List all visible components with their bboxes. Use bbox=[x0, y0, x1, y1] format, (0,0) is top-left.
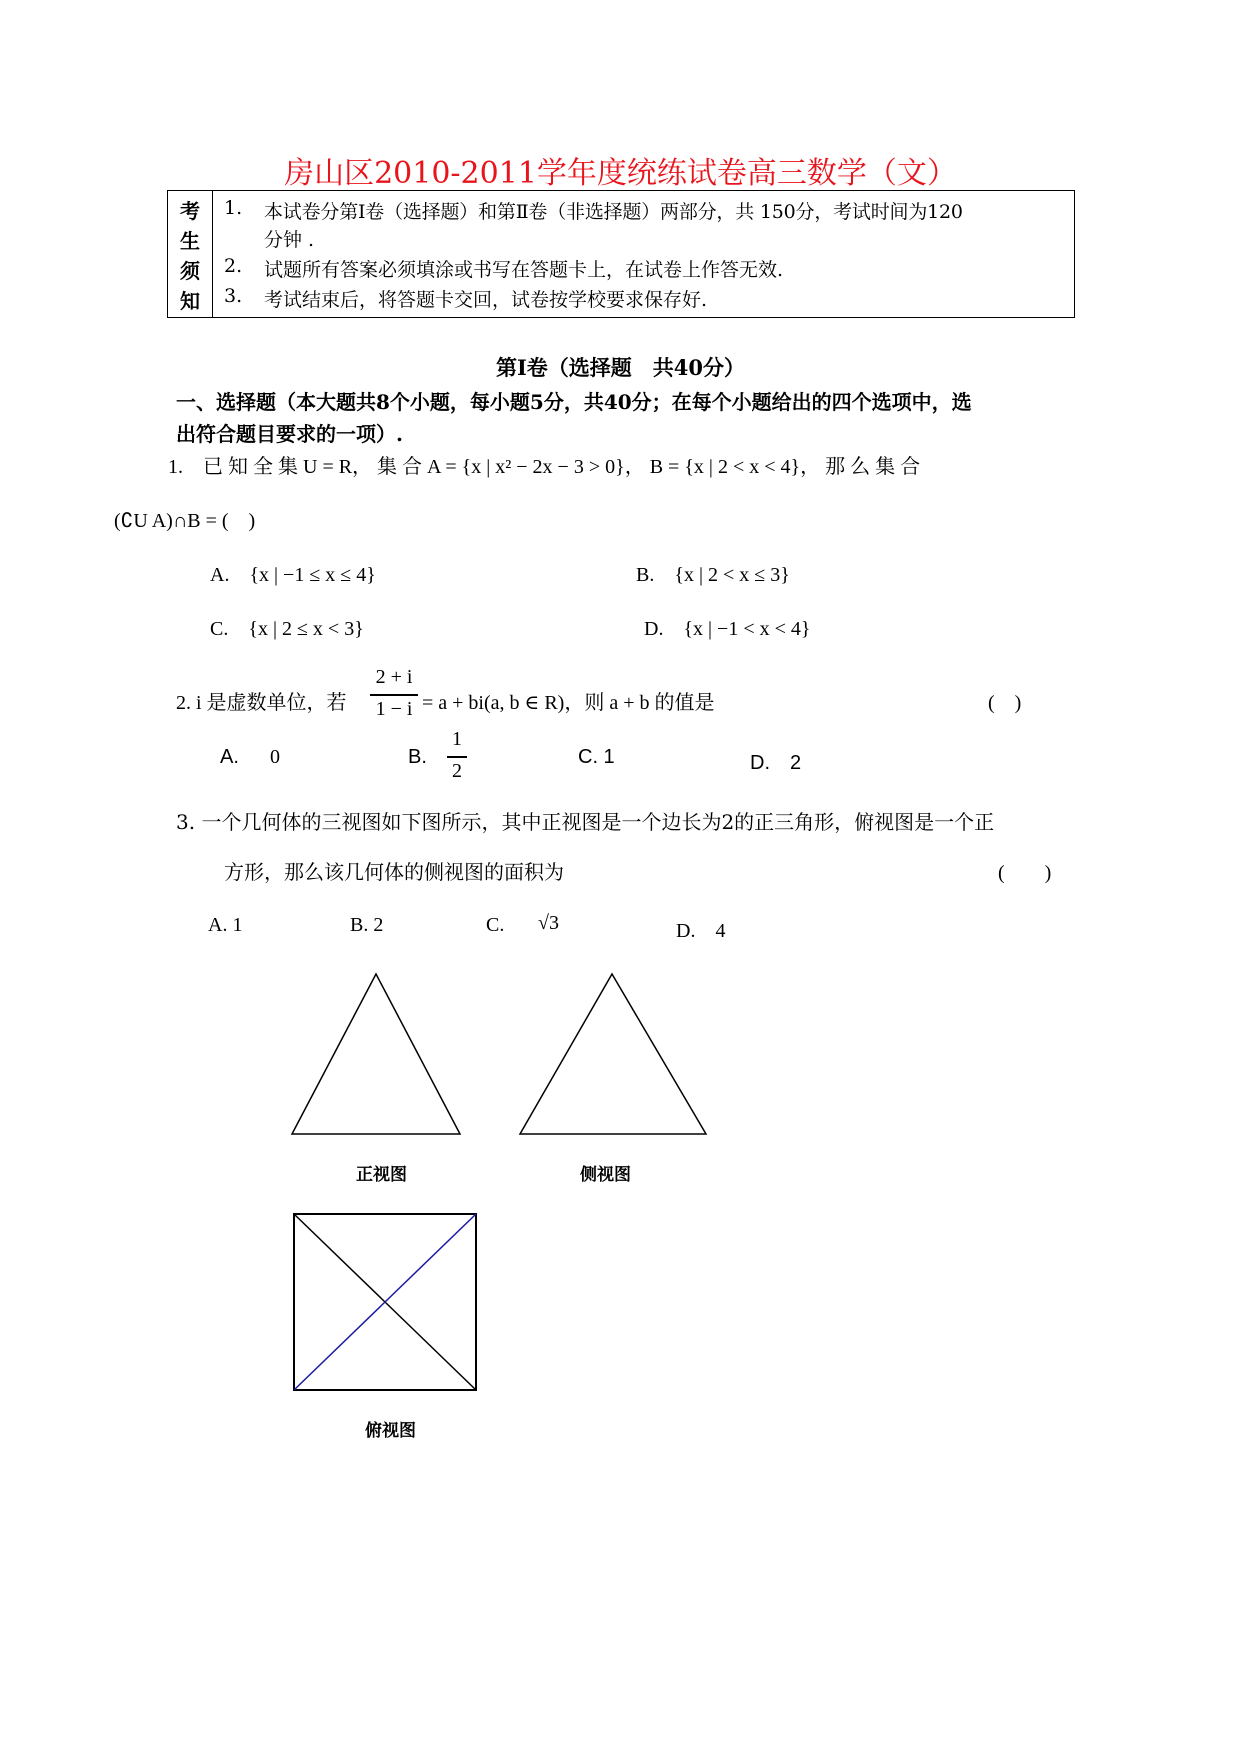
question-2-option-a-label: A. bbox=[220, 746, 239, 768]
top-view-caption: 俯视图 bbox=[365, 1421, 416, 1441]
front-view-triangle bbox=[292, 974, 460, 1134]
page-title: 房山区2010-2011学年度统练试卷高三数学（文） bbox=[284, 156, 957, 191]
question-1-text: (∁U A)∩B = ( ) bbox=[114, 510, 256, 532]
question-3-option-c-value: √3 bbox=[538, 912, 559, 934]
notice-item-text: 本试卷分第Ⅰ卷（选择题）和第Ⅱ卷（非选择题）两部分，共 150分，考试时间为120 bbox=[264, 201, 963, 223]
front-view-figure bbox=[290, 972, 462, 1136]
question-3-option-d: D. 4 bbox=[676, 920, 726, 942]
notice-item-continuation: 分钟 . bbox=[264, 229, 315, 251]
question-2-text: 2. i 是虚数单位，若 bbox=[176, 692, 347, 714]
question-2-option-b-label: B. bbox=[408, 746, 427, 768]
question-2-fraction-bar bbox=[370, 694, 418, 696]
question-1-option-a: A. {x | −1 ≤ x ≤ 4} bbox=[210, 564, 376, 586]
question-3-option-b: B. 2 bbox=[350, 914, 384, 936]
section-title: 第Ⅰ卷（选择题 共40分） bbox=[495, 355, 746, 380]
question-2-option-b-denominator: 2 bbox=[452, 760, 462, 782]
answer-paren: ( ) bbox=[998, 862, 1052, 884]
notice-item-number: 2. bbox=[224, 255, 243, 277]
notice-item-text: 考试结束后，将答题卡交回，试卷按学校要求保存好. bbox=[264, 289, 708, 311]
side-view-triangle bbox=[520, 974, 706, 1134]
notice-label-char: 考 bbox=[180, 199, 200, 223]
section-instruction: 一、选择题（本大题共8个小题，每小题5分，共40分；在每个小题给出的四个选项中，选 bbox=[176, 390, 972, 414]
question-1-text: 1. 已 知 全 集 U = R， 集 合 A = {x | x² − 2x − 3 > 0}， B = {x | 2 < x < 4}， 那 么 集 合 bbox=[168, 456, 921, 478]
notice-table bbox=[167, 190, 1075, 318]
answer-paren: ( ) bbox=[988, 692, 1022, 714]
question-3-option-a: A. 1 bbox=[208, 914, 243, 936]
question-3-option-c-label: C. bbox=[486, 914, 505, 936]
section-instruction: 出符合题目要求的一项）. bbox=[176, 422, 403, 446]
side-view-caption: 侧视图 bbox=[580, 1165, 631, 1185]
question-2-text: = a + bi(a, b ∈ R)，则 a + b 的值是 bbox=[422, 692, 715, 714]
front-view-caption: 正视图 bbox=[356, 1165, 407, 1185]
question-2-option-a-value: 0 bbox=[270, 746, 280, 768]
question-3-text: 方形，那么该几何体的侧视图的面积为 bbox=[224, 860, 564, 884]
question-1-option-d: D. {x | −1 < x < 4} bbox=[644, 618, 811, 640]
top-view-figure bbox=[293, 1213, 479, 1393]
question-2-option-d: D. 2 bbox=[750, 752, 802, 774]
notice-item-text: 试题所有答案必须填涂或书写在答题卡上，在试卷上作答无效. bbox=[264, 259, 784, 281]
question-1-option-b: B. {x | 2 < x ≤ 3} bbox=[636, 564, 790, 586]
question-2-option-b-numerator: 1 bbox=[452, 728, 462, 750]
notice-item-number: 3. bbox=[224, 285, 243, 307]
notice-label-char: 知 bbox=[180, 289, 200, 313]
notice-item-number: 1. bbox=[224, 197, 243, 219]
question-2-fraction-denominator: 1 − i bbox=[375, 698, 413, 720]
question-3-text: 3. 一个几何体的三视图如下图所示，其中正视图是一个边长为2的正三角形，俯视图是一个正 bbox=[176, 810, 995, 834]
notice-label-column bbox=[168, 191, 213, 317]
side-view-figure bbox=[518, 972, 710, 1136]
notice-label-char: 须 bbox=[180, 259, 200, 283]
question-1-option-c: C. {x | 2 ≤ x < 3} bbox=[210, 618, 364, 640]
notice-label-char: 生 bbox=[180, 229, 200, 253]
question-2-fraction-numerator: 2 + i bbox=[375, 666, 413, 688]
question-2-option-b-fraction-bar bbox=[447, 756, 467, 758]
question-2-option-c: C. 1 bbox=[578, 746, 615, 768]
